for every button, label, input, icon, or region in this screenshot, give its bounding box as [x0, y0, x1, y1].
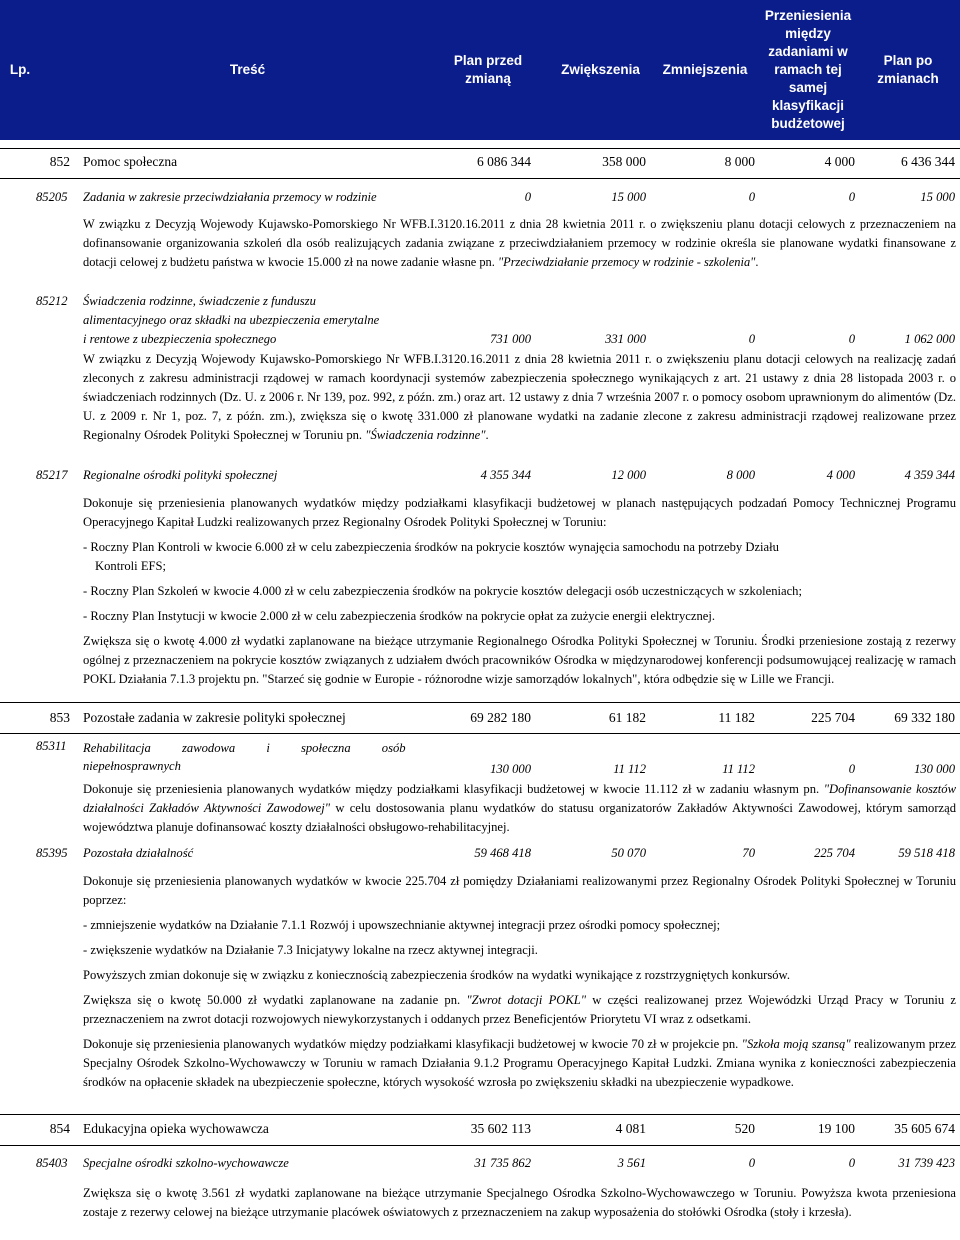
row-name-line1: Świadczenia rodzinne, świadczenie z funduszu: [83, 294, 316, 308]
zmniejszenia-value: 11 112: [722, 762, 755, 776]
plan-po-value: 4 359 344: [904, 468, 955, 482]
header-przeniesienia: Przeniesienia między zadaniami w ramach tej samej klasyfikacji budżetowej: [764, 8, 852, 131]
row-lp: 852: [49, 154, 70, 169]
plan-przed-value: 4 355 344: [480, 468, 531, 482]
row-name-line2: niepełnosprawnych: [83, 759, 181, 773]
przeniesienia-value: 225 704: [811, 710, 855, 725]
przeniesienia-value: 4 000: [824, 154, 855, 169]
zmniejszenia-value: 70: [742, 846, 755, 860]
zwiekszenia-value: 12 000: [611, 468, 646, 482]
row-name: Regionalne ośrodki polityki społecznej: [83, 468, 278, 482]
row-name: Pozostałe zadania w zakresie polityki społecznej: [83, 710, 346, 725]
plan-po-value: 35 605 674: [894, 1121, 955, 1136]
row-name-line1: Rehabilitacja zawodowa i społeczna osób: [83, 741, 406, 755]
przeniesienia-value: 0: [848, 1156, 855, 1170]
description-85403: Zwiększa się o kwotę 3.561 zł wydatki zaplanowane na bieżące utrzymanie Specjalnego Ośrodka Szkolno-Wychowawczego w Toruniu. Powyższa kwota przeniesiona zostaje z rezerwy celowej na bieżące utrzymanie placówek oświatowych z przeznaczeniem na zakup wyposażenia do stołówki Ośrodka (stoły i krzesła).: [83, 1186, 956, 1219]
description-85217: Dokonuje się przeniesienia planowanych wydatków między podziałkami klasyfikacji budżetowej w planach następujących podzadań Pomocy Technicznej Programu Operacyjnego Kapitał Ludzki realizowanych przez Regionalny Ośrodek Polityki Społecznej w Toruniu: - Roczny Plan Kontroli w kwocie 6.000 zł w celu zabezpieczenia środków na pokrycie kosztów wynajęcia samochodu na potrzeby Działu Kontroli EFS; - Roczny Plan Szkoleń w kwocie 4.000 zł w celu zabezpieczenia środków na pokrycie kosztów delegacji osób uczestniczących w szkoleniach; - Roczny Plan Instytucji w kwocie 2.000 zł w celu zabezpieczenia środków na pokrycie opłat za zużycie energii elektrycznej. Zwiększa się o kwotę 4.000 zł wydatki zaplanowane na bieżące utrzymanie Regionalnego Ośrodka Polityki Społecznej w Toruniu. Środki przeniesione zostają z rezerwy ogólnej z przeznaczeniem na pokrycie kosztów związanych z udziałem dwóch pracowników Ośrodka w międzynarodowej konferencji podsumowującej realizację w ramach POKL Działania 7.1.3 projektu pn. "Starzeć się godnie w Europie - różnorodne wizje samorządów lokalnych", która odbędzie się w Lille we Francji.: [83, 496, 956, 686]
header-zmniejszenia: Zmniejszenia: [662, 62, 748, 77]
plan-po-value: 1 062 000: [904, 332, 955, 346]
divider: [0, 1145, 960, 1146]
plan-przed-value: 31 735 862: [474, 1156, 531, 1170]
row-lp: 85217: [36, 468, 68, 482]
zmniejszenia-value: 520: [734, 1121, 755, 1136]
divider: [0, 148, 960, 149]
header-tresc: Treść: [229, 62, 266, 77]
description-85212: W związku z Decyzją Wojewody Kujawsko-Pomorskiego Nr WFB.I.3120.16.2011 z dnia 28 kwietnia 2011 r. o zwiększeniu planu dotacji celowych na realizację zadań zleconych z zakresu administracji rządowej w ramach koordynacji systemów zabezpieczenia społecznego wynikających z art. 21 ustawy z dnia 28 listopada 2003 r. o świadczeniach rodzinnych (Dz. U. z 2006 r. Nr 139, poz. 992, z późn. zm.) oraz art. 12 ustawy z dnia 7 września 2007 r. o pomocy osobom uprawnionym do alimentów (Dz. U. z 2009 r. Nr 1, poz. 7, z późn. zm.), zwiększa się o kwotę 331.000 zł planowane wydatki na zadanie zlecone z zakresu administracji rządowej realizowane przez Regionalny Ośrodek Polityki Społecznej w Toruniu pn. "Świadczenia rodzinne".: [83, 352, 956, 442]
row-name: Zadania w zakresie przeciwdziałania przemocy w rodzinie: [83, 190, 377, 204]
przeniesienia-value: 19 100: [817, 1121, 855, 1136]
plan-po-value: 31 739 423: [898, 1156, 955, 1170]
row-lp: 85403: [36, 1156, 68, 1170]
row-lp: 853: [49, 710, 70, 725]
divider: [0, 1114, 960, 1115]
plan-przed-value: 6 086 344: [477, 154, 531, 169]
header-zwiekszenia: Zwiększenia: [561, 62, 640, 77]
zmniejszenia-value: 0: [748, 190, 755, 204]
zwiekszenia-value: 11 112: [613, 762, 646, 776]
zwiekszenia-value: 3 561: [617, 1156, 646, 1170]
plan-po-value: 69 332 180: [894, 710, 955, 725]
plan-przed-value: 69 282 180: [470, 710, 531, 725]
plan-przed-value: 59 468 418: [474, 846, 531, 860]
zwiekszenia-value: 61 182: [608, 710, 646, 725]
zmniejszenia-value: 0: [748, 332, 755, 346]
plan-przed-value: 35 602 113: [470, 1121, 531, 1136]
zwiekszenia-value: 50 070: [611, 846, 646, 860]
zwiekszenia-value: 331 000: [605, 332, 646, 346]
header-lp: Lp.: [9, 62, 31, 77]
przeniesienia-value: 225 704: [814, 846, 855, 860]
row-lp: 85212: [36, 294, 68, 308]
plan-po-value: 59 518 418: [898, 846, 955, 860]
description-85311: Dokonuje się przeniesienia planowanych wydatków między podziałkami klasyfikacji budżetowej w kwocie 11.112 zł w zadaniu własnym pn. "Dofinansowanie kosztów działalności Zakładów Aktywności Zawodowej" w celu dostosowania planu wydatków do statusu organizatorów Zakładów Aktywności Zawodowej, którym samorząd województwa planuje dofinansować koszty działalności obsługowo-rehabilitacyjnej.: [83, 782, 956, 834]
zmniejszenia-value: 8 000: [726, 468, 755, 482]
divider: [0, 733, 960, 734]
row-name-line2: alimentacyjnego oraz składki na ubezpieczenia emerytalne: [83, 313, 380, 327]
divider: [0, 702, 960, 703]
description-85205: W związku z Decyzją Wojewody Kujawsko-Pomorskiego Nr WFB.I.3120.16.2011 z dnia 28 kwietnia 2011 r. o zwiększeniu planu dotacji celowych z przeznaczeniem na dofinansowanie organizowania szkoleń dla osób realizujących zadania związane z przeciwdziałaniem przemocy w rodzinie określa sie planowane wydatki finansowane z dotacji celowej z budżetu państwa w kwocie 15.000 zł na nowe zadanie własne pn. "Przeciwdziałanie przemocy w rodzinie - szkolenia".: [83, 217, 956, 269]
przeniesienia-value: 0: [848, 190, 855, 204]
zmniejszenia-value: 8 000: [724, 154, 755, 169]
plan-przed-value: 731 000: [490, 332, 531, 346]
table-header: [0, 0, 960, 140]
plan-przed-value: 130 000: [490, 762, 531, 776]
plan-po-value: 15 000: [920, 190, 955, 204]
description-85395: Dokonuje się przeniesienia planowanych wydatków w kwocie 225.704 zł pomiędzy Działaniami realizowanymi przez Regionalny Ośrodek Polityki Społecznej w Toruniu poprzez: - zmniejszenie wydatków na Działanie 7.1.1 Rozwój i upowszechnianie aktywnej integracji przez ośrodki pomocy społecznej; - zwiększenie wydatków na Działanie 7.3 Inicjatywy lokalne na rzecz aktywnej integracji. Powyższych zmian dokonuje się w związku z koniecznością zabezpieczenia środków na wydatki wynikające z rozstrzygniętych konkursów. Zwiększa się o kwotę 50.000 zł wydatki zaplanowane na zadanie pn. "Zwrot dotacji POKL" w części realizowanej przez Wojewódzki Urząd Pracy w Toruniu z przeznaczeniem na zwrot dotacji rozwojowych niewykorzystanych i oddanych przez Beneficjentów Priorytetu VI wraz z odsetkami. Dokonuje się przeniesienia planowanych wydatków między podziałkami klasyfikacji budżetowej w kwocie 70 zł w projekcie pn. "Szkoła moją szansą" realizowanym przez Specjalny Ośrodek Szkolno-Wychowawczy w Toruniu w ramach Działania 9.1.2 Programu Operacyjnego Kapitał Ludzki. Zmiana wynika z konieczności zabezpieczenia środków na opłacenie składek na ubezpieczenie społeczne, których wysokość wzrosła po zwiększeniu składki na ubezpieczenie wypadkowe.: [83, 874, 956, 1089]
row-lp: 85205: [36, 190, 68, 204]
przeniesienia-value: 0: [848, 762, 855, 776]
przeniesienia-value: 0: [848, 332, 855, 346]
zmniejszenia-value: 0: [748, 1156, 755, 1170]
header-plan-po: Plan po zmianach: [877, 53, 939, 86]
zwiekszenia-value: 4 081: [615, 1121, 646, 1136]
plan-po-value: 6 436 344: [901, 154, 955, 169]
plan-po-value: 130 000: [914, 762, 955, 776]
header-plan-przed: Plan przed zmianą: [453, 53, 523, 86]
zwiekszenia-value: 15 000: [611, 190, 646, 204]
zmniejszenia-value: 11 182: [718, 710, 755, 725]
row-lp: 85395: [36, 846, 68, 860]
zwiekszenia-value: 358 000: [602, 154, 646, 169]
przeniesienia-value: 4 000: [826, 468, 855, 482]
row-name: Pozostała działalność: [83, 846, 194, 860]
row-name: Pomoc społeczna: [83, 154, 178, 169]
divider: [0, 178, 960, 179]
row-lp: 854: [49, 1121, 70, 1136]
row-name-line3: i rentowe z ubezpieczenia społecznego: [83, 332, 277, 346]
row-name: Specjalne ośrodki szkolno-wychowawcze: [83, 1156, 289, 1170]
plan-przed-value: 0: [524, 190, 531, 204]
row-lp: 85311: [36, 739, 67, 753]
row-name: Edukacyjna opieka wychowawcza: [83, 1121, 269, 1136]
